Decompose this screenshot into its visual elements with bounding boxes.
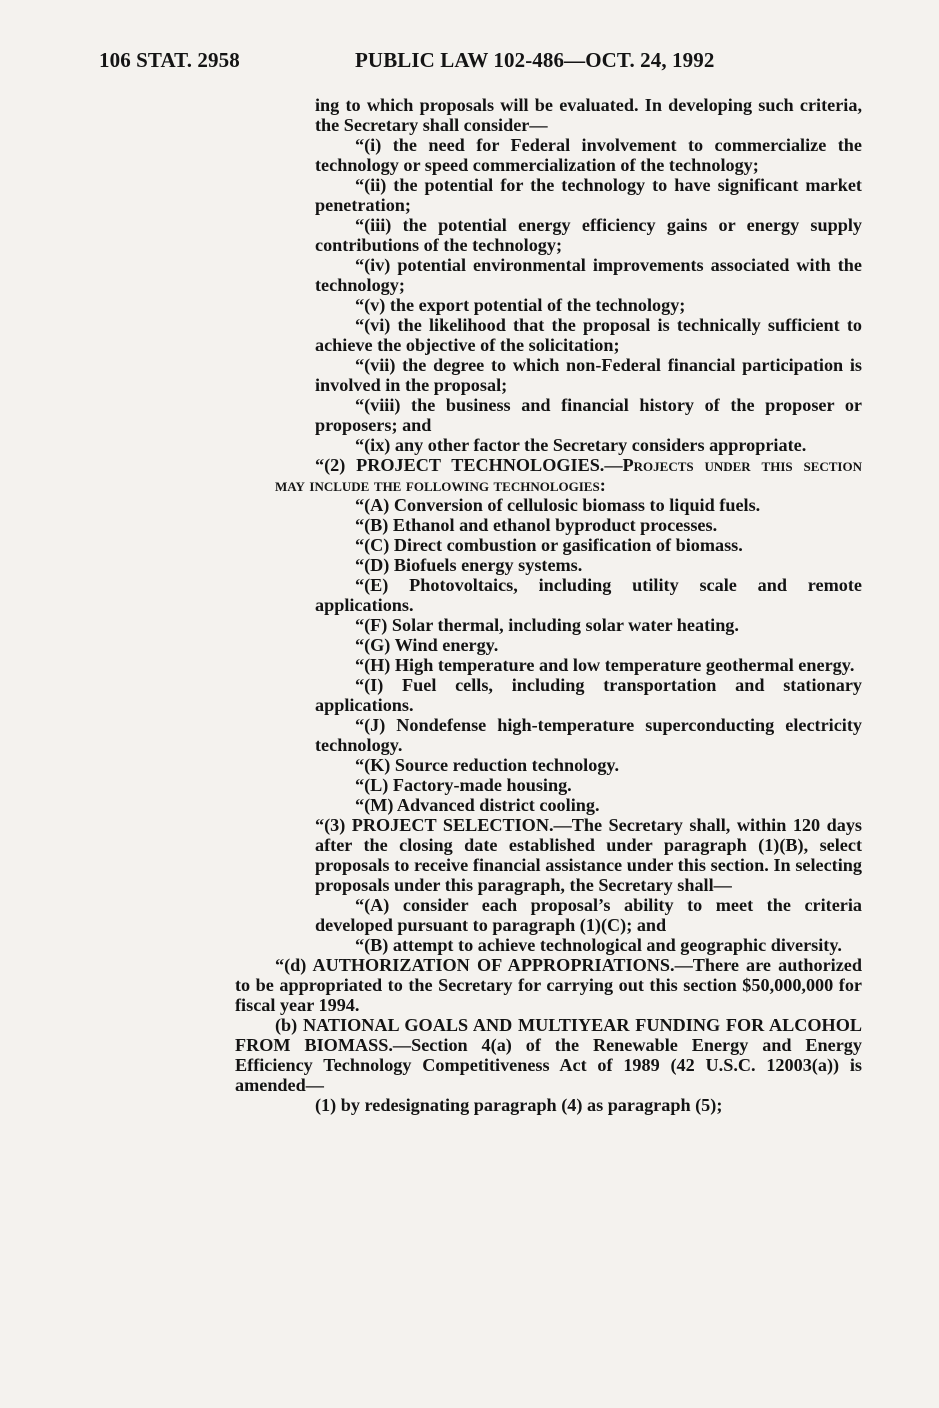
criterion-item: “(iii) the potential energy efficiency gains or energy supply contributions of the technology; bbox=[315, 215, 862, 255]
technology-item: “(L) Factory-made housing. bbox=[355, 775, 572, 795]
technology-item: “(K) Source reduction technology. bbox=[355, 755, 620, 775]
technology-item: “(B) Ethanol and ethanol byproduct processes. bbox=[355, 515, 718, 535]
technology-item: “(I) Fuel cells, including transportation and stationary applications. bbox=[315, 675, 862, 715]
criterion-item: “(iv) potential environmental improvements associated with the technology; bbox=[315, 255, 862, 295]
technology-item: “(G) Wind energy. bbox=[355, 635, 499, 655]
section-paragraph: “(3) PROJECT SELECTION.—The Secretary shall, within 120 days after the closing date established under paragraph (1)(B), select proposals to receive financial assistance under this section. In selecting proposals under this paragraph, the Secretary shall— bbox=[315, 815, 862, 895]
technology-item: “(C) Direct combustion or gasification of biomass. bbox=[355, 535, 743, 555]
criterion-item: “(vi) the likelihood that the proposal is technically sufficient to achieve the objective of the solicitation; bbox=[315, 315, 862, 355]
technology-item: “(H) High temperature and low temperature geothermal energy. bbox=[355, 655, 855, 675]
section-paragraph: “(2) PROJECT TECHNOLOGIES.—Projects under this section may include the following technologies: bbox=[275, 455, 862, 495]
amendment-item: (1) by redesignating paragraph (4) as paragraph (5); bbox=[315, 1095, 723, 1115]
running-head: PUBLIC LAW 102-486—OCT. 24, 1992 bbox=[355, 48, 715, 72]
technology-item: “(J) Nondefense high-temperature superconducting electricity technology. bbox=[315, 715, 862, 755]
technology-item: “(D) Biofuels energy systems. bbox=[355, 555, 583, 575]
document-body bbox=[235, 95, 862, 1115]
criterion-item: “(i) the need for Federal involvement to commercialize the technology or speed commercialization of the technology; bbox=[315, 135, 862, 175]
criterion-item: “(vii) the degree to which non-Federal financial participation is involved in the proposal; bbox=[315, 355, 862, 395]
page-citation: 106 STAT. 2958 bbox=[99, 48, 240, 72]
technology-item: “(F) Solar thermal, including solar water heating. bbox=[355, 615, 739, 635]
criterion-item: “(v) the export potential of the technology; bbox=[355, 295, 686, 315]
technology-item: “(M) Advanced district cooling. bbox=[355, 795, 600, 815]
criterion-item: “(ii) the potential for the technology to have significant market penetration; bbox=[315, 175, 862, 215]
selection-item: “(A) consider each proposal’s ability to meet the criteria developed pursuant to paragraph (1)(C); and bbox=[315, 895, 862, 935]
selection-item: “(B) attempt to achieve technological and geographic diversity. bbox=[355, 935, 842, 955]
section-paragraph: (b) NATIONAL GOALS AND MULTIYEAR FUNDING FOR ALCOHOL FROM BIOMASS.—Section 4(a) of the Renewable Energy and Energy Efficiency Technology Competitiveness Act of 1989 (42 U.S.C. 12003(a)) is amended— bbox=[235, 1015, 862, 1095]
criterion-item: “(viii) the business and financial history of the proposer or proposers; and bbox=[315, 395, 862, 435]
technology-item: “(E) Photovoltaics, including utility scale and remote applications. bbox=[315, 575, 862, 615]
technology-item: “(A) Conversion of cellulosic biomass to liquid fuels. bbox=[355, 495, 761, 515]
paragraph: ing to which proposals will be evaluated. In developing such criteria, the Secretary shall consider— bbox=[315, 95, 862, 135]
criterion-item: “(ix) any other factor the Secretary considers appropriate. bbox=[355, 435, 807, 455]
section-paragraph: “(d) AUTHORIZATION OF APPROPRIATIONS.—There are authorized to be appropriated to the Secretary for carrying out this section $50,000,000 for fiscal year 1994. bbox=[235, 955, 862, 1015]
